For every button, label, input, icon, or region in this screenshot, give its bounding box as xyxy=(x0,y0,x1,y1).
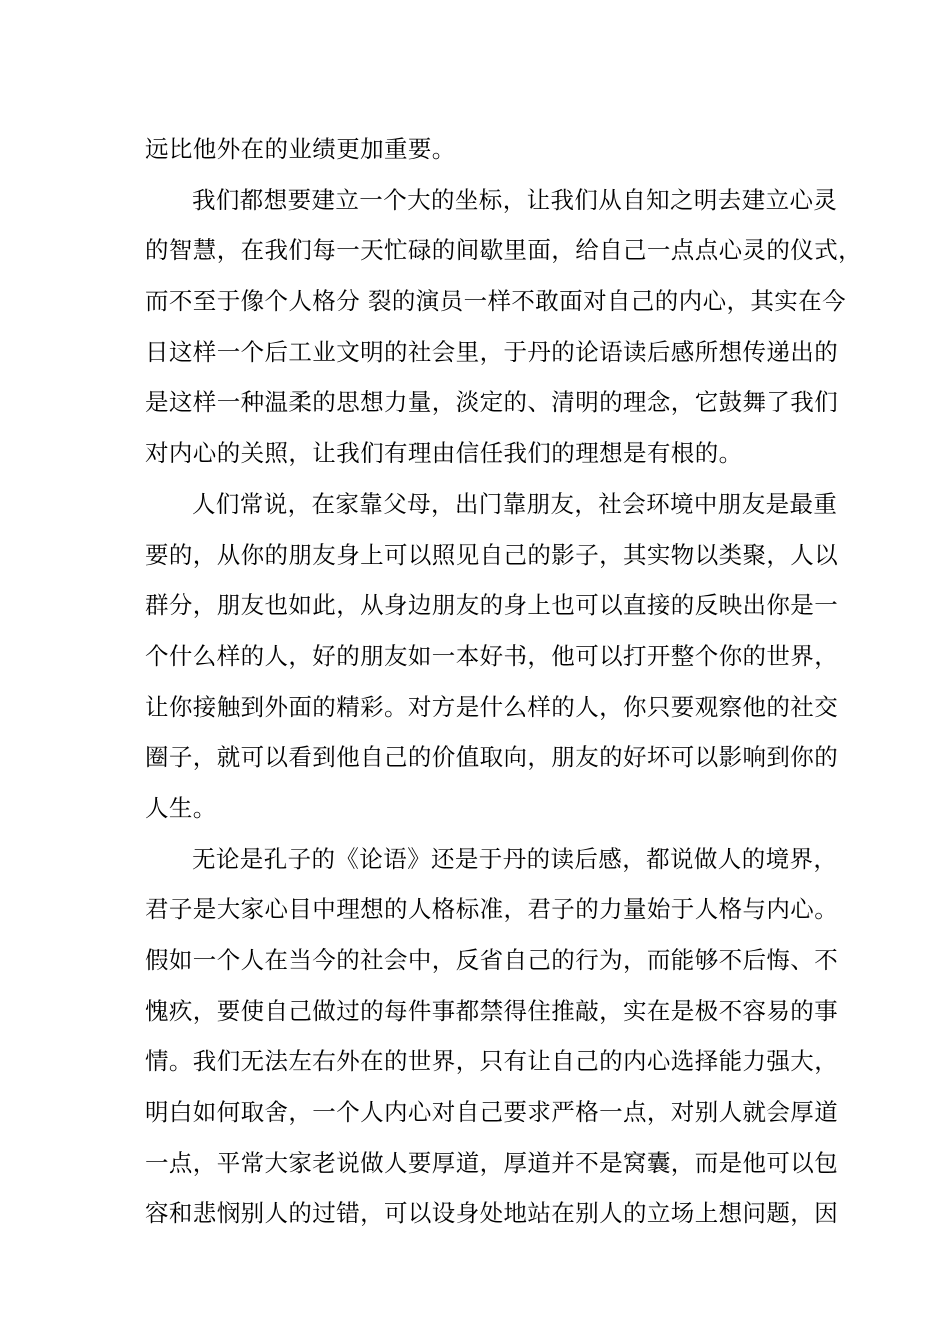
text-line: 君子是大家心目中理想的人格标准，君子的力量始于人格与内心。 xyxy=(145,895,839,924)
text-line: 对内心的关照，让我们有理由信任我们的理想是有根的。 xyxy=(145,439,743,468)
body-text xyxy=(145,124,862,1239)
text-line: 人们常说，在家靠父母，出门靠朋友，社会环境中朋友是最重 xyxy=(192,489,838,518)
text-line: 愧疚，要使自己做过的每件事都禁得住推敲，实在是极不容易的事 xyxy=(145,996,839,1025)
text-line: 是这样一种温柔的思想力量，淡定的、清明的理念，它鼓舞了我们 xyxy=(145,388,839,417)
text-line: 群分，朋友也如此，从身边朋友的身上也可以直接的反映出你是一 xyxy=(145,591,839,620)
text-line: 而不至于像个人格分 裂的演员一样不敢面对自己的内心，其实在今 xyxy=(145,287,846,316)
text-line: 个什么样的人，好的朋友如一本好书，他可以打开整个你的世界， xyxy=(145,641,839,670)
text-line: 日这样一个后工业文明的社会里，于丹的论语读后感所想传递出的 xyxy=(145,337,839,366)
text-line: 的智慧，在我们每一天忙碌的间歇里面，给自己一点点心灵的仪式， xyxy=(145,236,862,265)
text-line: 容和悲悯别人的过错，可以设身处地站在别人的立场上想问题，因 xyxy=(145,1199,839,1228)
text-line: 要的，从你的朋友身上可以照见自己的影子，其实物以类聚，人以 xyxy=(145,540,839,569)
text-line: 情。我们无法左右外在的世界，只有让自己的内心选择能力强大， xyxy=(145,1047,839,1076)
text-line: 无论是孔子的《论语》还是于丹的读后感，都说做人的境界， xyxy=(192,844,838,873)
text-line: 一点，平常大家老说做人要厚道，厚道并不是窝囊，而是他可以包 xyxy=(145,1148,839,1177)
text-line: 人生。 xyxy=(145,793,217,822)
text-line: 让你接触到外面的精彩。对方是什么样的人，你只要观察他的社交 xyxy=(145,692,839,721)
text-line: 远比他外在的业绩更加重要。 xyxy=(145,135,456,163)
text-line: 圈子，就可以看到他自己的价值取向，朋友的好坏可以影响到你的 xyxy=(145,743,839,772)
text-line: 假如一个人在当今的社会中，反省自己的行为，而能够不后悔、不 xyxy=(145,946,839,974)
text-line: 明白如何取舍，一个人内心对自己要求严格一点，对别人就会厚道 xyxy=(145,1098,839,1127)
text-line: 我们都想要建立一个大的坐标，让我们从自知之明去建立心灵 xyxy=(192,185,838,214)
